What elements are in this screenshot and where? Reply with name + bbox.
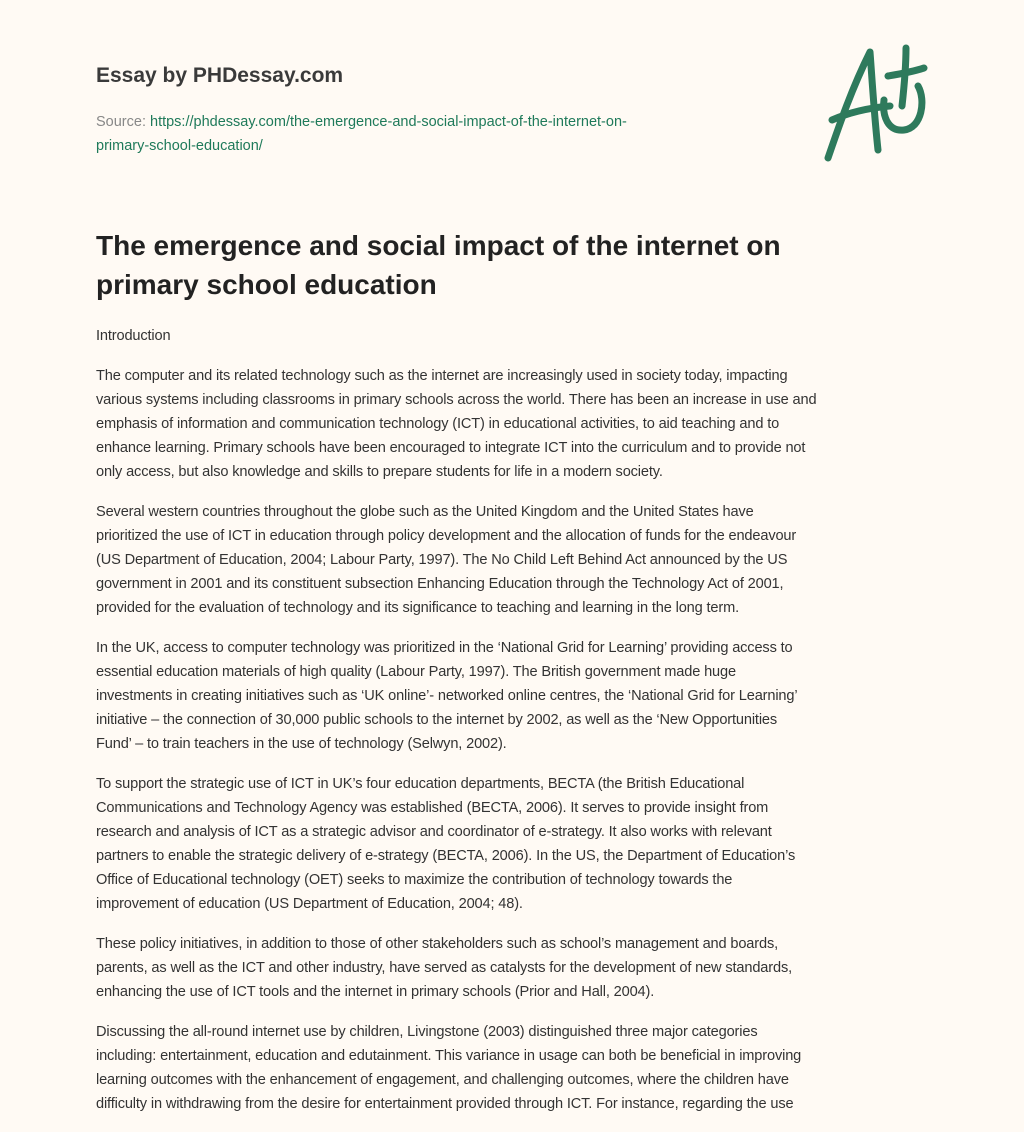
paragraph-line: Discussing the all-round internet use by children, Livingstone (2003) distinguished three major categories bbox=[96, 1024, 758, 1040]
paragraph-line: essential education materials of high quality (Labour Party, 1997). The British government made huge bbox=[96, 664, 736, 680]
site-title: Essay by PHDessay.com bbox=[96, 64, 344, 87]
paragraph-line: provided for the evaluation of technology and its significance to teaching and learning in the long term. bbox=[96, 600, 740, 616]
paragraph-line: These policy initiatives, in addition to those of other stakeholders such as school’s management and boards, bbox=[96, 936, 779, 952]
paragraph-line: Fund’ – to train teachers in the use of technology (Selwyn, 2002). bbox=[96, 736, 507, 752]
paragraph-line: emphasis of information and communication technology (ICT) in educational activities, to aid teaching and to bbox=[96, 416, 780, 432]
paragraph-line: Communications and Technology Agency was established (BECTA, 2006). It serves to provide insight from bbox=[96, 800, 769, 816]
source-link[interactable]: https://phdessay.com/the-emergence-and-social-impact-of-the-internet-on- primary-school-education/ bbox=[96, 114, 627, 154]
paragraph bbox=[96, 636, 946, 756]
paragraph-line: parents, as well as the ICT and other industry, have served as catalysts for the development of new standards, bbox=[96, 960, 793, 976]
paragraph-line: partners to enable the strategic delivery of e-strategy (BECTA, 2006). In the US, the Department of Education’s bbox=[96, 848, 796, 864]
paragraph bbox=[96, 932, 946, 1004]
paragraph-line: only access, but also knowledge and skills to prepare students for life in a modern society. bbox=[96, 464, 663, 480]
paragraph-line: research and analysis of ICT as a strategic advisor and coordinator of e-strategy. It also works with relevant bbox=[96, 824, 772, 840]
paragraph-line: Introduction bbox=[96, 328, 171, 344]
paragraph-line: enhancing the use of ICT tools and the internet in primary schools (Prior and Hall, 2004). bbox=[96, 984, 655, 1000]
source-label: Source: bbox=[96, 114, 150, 130]
a-plus-logo-icon bbox=[818, 38, 933, 166]
paragraph-line: including: entertainment, education and edutainment. This variance in usage can both be beneficial in improving bbox=[96, 1048, 802, 1064]
paragraph-line: government in 2001 and its constituent subsection Enhancing Education through the Technology Act of 2001, bbox=[96, 576, 784, 592]
source-citation bbox=[96, 110, 736, 158]
paragraph-line: learning outcomes with the enhancement of engagement, and challenging outcomes, where the children have bbox=[96, 1072, 789, 1088]
paragraph-line: difficulty in withdrawing from the desire for entertainment provided through ICT. For instance, regarding the use bbox=[96, 1096, 794, 1112]
article-body bbox=[96, 324, 946, 1132]
paragraph bbox=[96, 364, 946, 484]
section-heading-introduction bbox=[96, 324, 946, 348]
paragraph bbox=[96, 500, 946, 620]
paragraph bbox=[96, 1020, 946, 1116]
paragraph-line: enhance learning. Primary schools have been encouraged to integrate ICT into the curriculum and to provide not bbox=[96, 440, 806, 456]
paragraph-line: initiative – the connection of 30,000 public schools to the internet by 2002, as well as the ‘New Opportunities bbox=[96, 712, 778, 728]
paragraph-line: To support the strategic use of ICT in UK’s four education departments, BECTA (the British Educational bbox=[96, 776, 745, 792]
paragraph-line: The computer and its related technology such as the internet are increasingly used in society today, impacting bbox=[96, 368, 788, 384]
article-title: The emergence and social impact of the internet on primary school education bbox=[96, 230, 781, 300]
paragraph-line: investments in creating initiatives such as ‘UK online’- networked online centres, the ‘National Grid for Learning’ bbox=[96, 688, 798, 704]
paragraph-line: prioritized the use of ICT in education through policy development and the allocation of funds for the endeavour bbox=[96, 528, 797, 544]
paragraph-line: (US Department of Education, 2004; Labour Party, 1997). The No Child Left Behind Act announced by the US bbox=[96, 552, 788, 568]
paragraph-line: improvement of education (US Department of Education, 2004; 48). bbox=[96, 896, 523, 912]
paragraph-line: Office of Educational technology (OET) seeks to maximize the contribution of technology towards the bbox=[96, 872, 733, 888]
paragraph bbox=[96, 772, 946, 916]
paragraph-line: Several western countries throughout the globe such as the United Kingdom and the United States have bbox=[96, 504, 754, 520]
paragraph-line: various systems including classrooms in primary schools across the world. There has been an increase in use and bbox=[96, 392, 817, 408]
paragraph-line: In the UK, access to computer technology was prioritized in the ‘National Grid for Learning’ providing access to bbox=[96, 640, 793, 656]
